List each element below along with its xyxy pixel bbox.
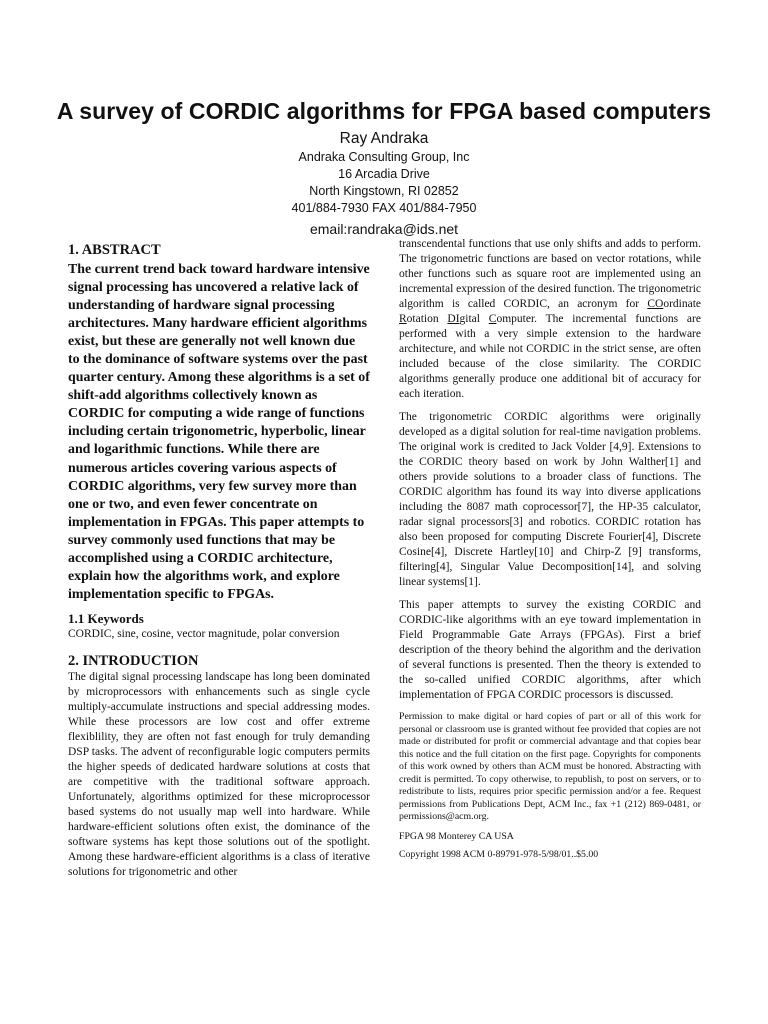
affiliation-line: 401/884-7930 FAX 401/884-7950 xyxy=(291,201,477,215)
introduction-heading: 2. INTRODUCTION xyxy=(68,652,199,669)
acronym-letter: C xyxy=(488,313,497,325)
affiliation-line: North Kingstown, RI 02852 xyxy=(309,184,459,198)
author-email: email:randraka@ids.net xyxy=(309,221,459,237)
abstract-heading: 1. ABSTRACT xyxy=(68,242,161,258)
introduction-paragraph: The trigonometric CORDIC algorithms were originally developed as a digital solution for real-time navigation problems. The original work is credited to Jack Volder [4,9]. Extensions to the CORDIC theory based on work by John Walther[1] and others provide solutions to a broader class of functions. The CORDIC algorithm has found its way into diverse applications including the 8087 math coprocessor[7], the HP-35 calculator, radar signal processors[3] and robotics. CORDIC rotation has also been proposed for computing Discrete Fourier[4], Discrete Cosine[4], Discrete Hartley[10] and Chirp-Z [9] transforms, filtering[4], Singular Value Decomposition[14], and solving linear systems[1]. xyxy=(399,411,701,588)
introduction-paragraph: The digital signal processing landscape has long been dominated by microprocessors with enhancements such as single cycle multiply-accumulate instructions and special addressing modes. While these processors are low cost and offer extreme flexiblility, they are often not fast enough for truly demanding DSP tasks. The advent of reconfigurable logic computers permits the higher speeds of dedicated hardware solutions at costs that are competitive with the traditional software approach. Unfortunately, algorithms optimized for these microprocessor based systems do not usually map well into hardware. While hardware-efficient solutions often exist, the dominance of the software systems has kept those solutions out of the spotlight. Among these hardware-efficient algorithms is a class of iterative solutions for trigonometric and other xyxy=(68,670,370,878)
text-run: transcendental functions that use only shifts and adds to perform. The trigonometric functions are based on vector rotations, while other functions such as square root are implemented using an incremental expression of the desired function. The trigonometric algorithm is called CORDIC, an acronym for xyxy=(399,238,701,310)
introduction-paragraph-continued xyxy=(399,237,701,402)
affiliation-line: 16 Arcadia Drive xyxy=(338,167,430,181)
conference-line: FPGA 98 Monterey CA USA xyxy=(399,830,514,842)
text-run: gital xyxy=(459,313,489,325)
keywords-text: CORDIC, sine, cosine, vector magnitude, polar conversion xyxy=(68,627,340,640)
text-run: The incremental functions are performed with a very simple extension to the hardware architecture, and while not CORDIC in the strict sense, are often included because of the close similarity. The CORDIC algorithms generally produce one additional bit of accuracy for each iteration. xyxy=(399,313,701,400)
keywords-heading: 1.1 Keywords xyxy=(68,610,144,626)
paper-header xyxy=(0,98,768,237)
copyright-line: Copyright 1998 ACM 0-89791-978-5/98/01..$5.00 xyxy=(399,849,599,860)
text-run: otation xyxy=(406,313,448,325)
right-column xyxy=(399,237,701,868)
author-name: Ray Andraka xyxy=(339,130,429,147)
acronym-letter: R xyxy=(399,313,407,325)
text-run: ordinate xyxy=(663,298,701,310)
text-run: omputer. xyxy=(496,313,538,325)
acronym-letter: CO xyxy=(647,298,664,310)
affiliation-line: Andraka Consulting Group, Inc xyxy=(298,150,470,164)
paper-title: A survey of CORDIC algorithms for FPGA based computers xyxy=(56,98,712,124)
left-column xyxy=(68,241,370,880)
acronym-letter: DI xyxy=(447,313,460,325)
abstract-text: The current trend back toward hardware intensive signal processing has uncovered a relative lack of understanding of hardware signal processing architectures. Many hardware efficient algorithms exist, but these are generally not well known due to the dominance of software systems over the past quarter century. Among these algorithms is a set of shift-add algorithms collectively known as CORDIC for computing a wide range of functions including certain trigonometric, hyperbolic, linear and logarithmic functions. While there are numerous articles covering various aspects of CORDIC algorithms, very few survey more than one or two, and even fewer concentrate on implementation in FPGAs. This paper attempts to survey commonly used functions that may be accomplished using a CORDIC architecture, explain how the algorithms work, and explore implementation specific to FPGAs. xyxy=(68,262,370,602)
introduction-paragraph: This paper attempts to survey the existing CORDIC and CORDIC-like algorithms with an eye toward implementation in Field Programmable Gate Arrays (FPGAs). First a brief description of the theory behind the algorithm and the derivation of several functions is presented. Then the theory is extended to the so-called unified CORDIC algorithms, after which implementation of FPGA CORDIC processors is discussed. xyxy=(399,599,701,701)
permission-notice: Permission to make digital or hard copies of part or all of this work for personal or classroom use is granted without fee provided that copies are not made or distributed for profit or commercial advantage and that copies bear this notice and the full citation on the first page. Copyrights for components of this work owned by others than ACM must be honored. Abstracting with credit is permitted. To copy otherwise, to republish, to post on servers, or to redistribute to lists, requires prior specific permission and/or a fee. Request permissions from Publications Dept, ACM Inc., fax +1 (212) 869-0481, or permissions@acm.org. xyxy=(399,711,701,822)
